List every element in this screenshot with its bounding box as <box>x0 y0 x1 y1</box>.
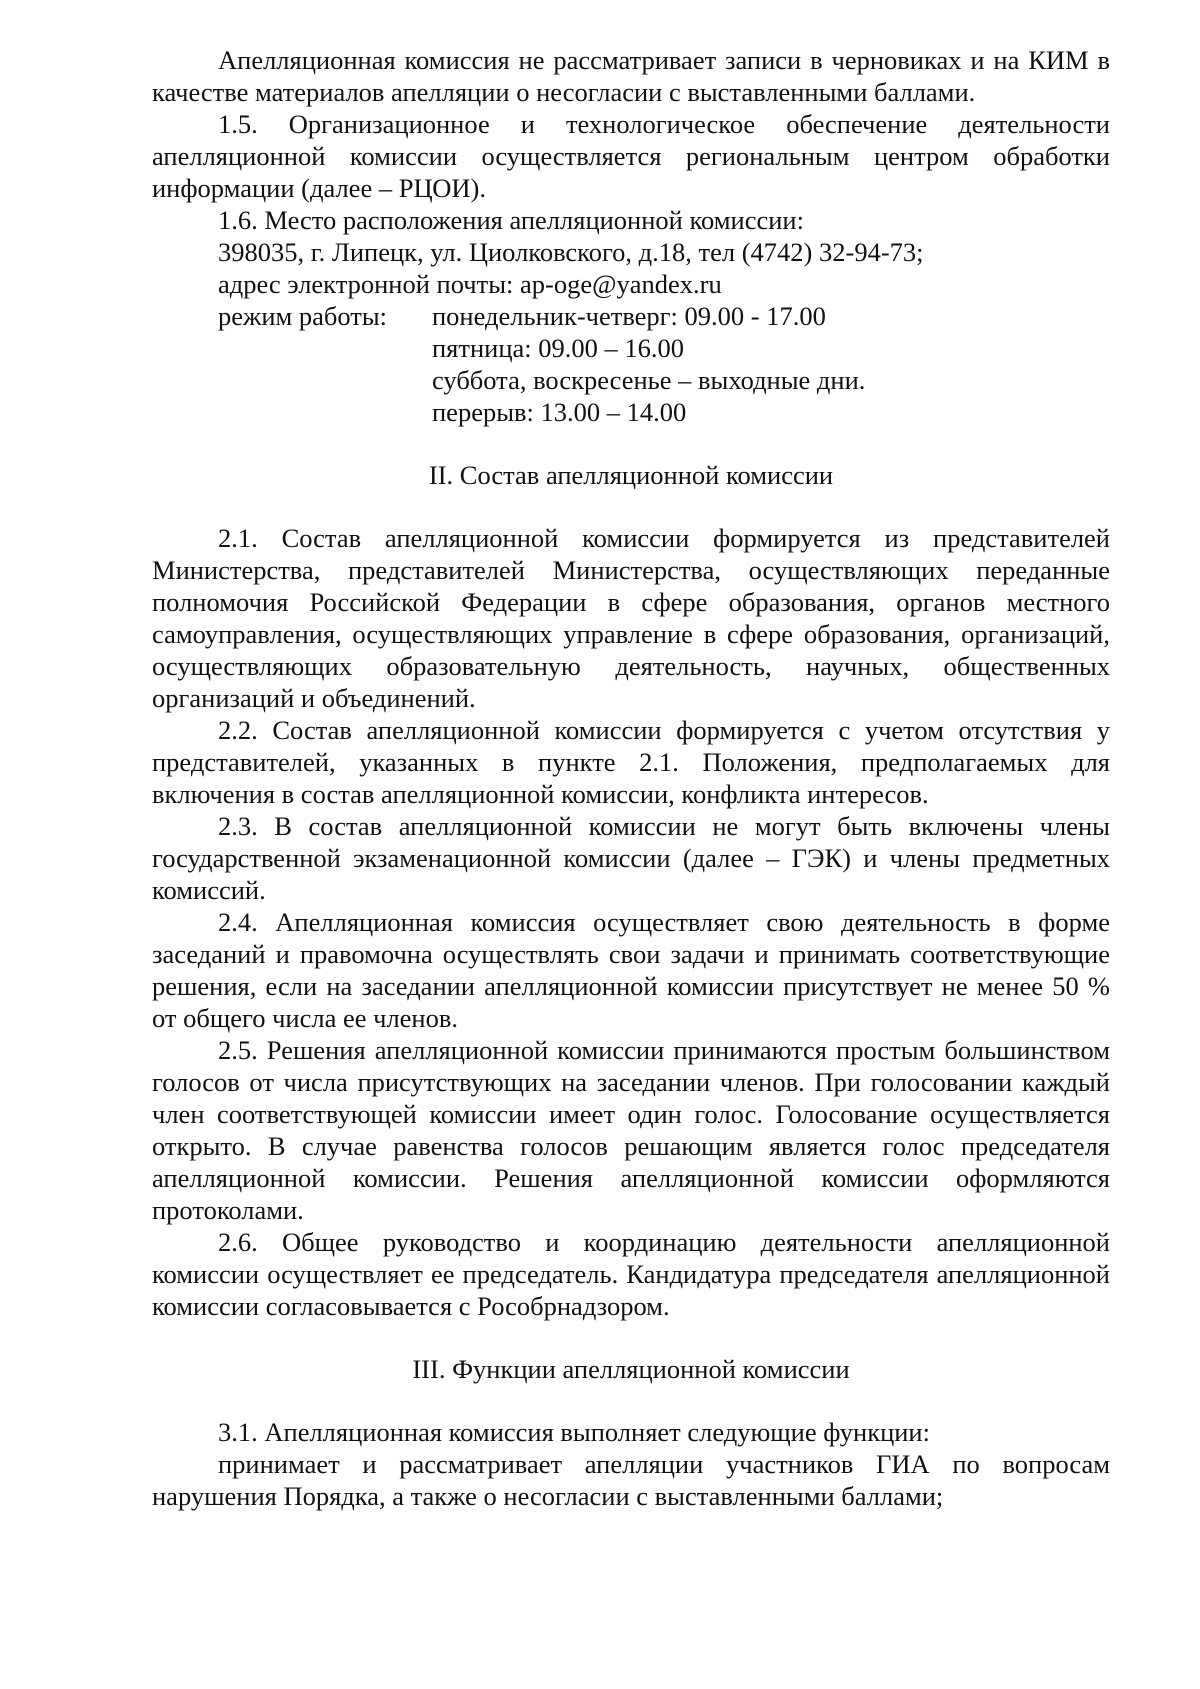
paragraph-3-1: 3.1. Апелляционная комиссия выполняет следующие функции: <box>218 1417 930 1447</box>
schedule-items <box>432 300 865 428</box>
schedule-label: режим работы: <box>218 301 388 331</box>
paragraph-1-5: 1.5. Организационное и технологическое обеспечение деятельности апелляционной комиссии осуществляется региональным центром обработки информации (далее – РЦОИ). <box>152 109 1110 203</box>
schedule-weekdays: понедельник-четверг: 09.00 - 17.00 <box>432 301 826 331</box>
paragraph-draft-records: Апелляционная комиссия не рассматривает записи в черновиках и на КИМ в качестве материалов апелляции о несогласии с выставленными баллами. <box>152 45 1110 107</box>
schedule-break: перерыв: 13.00 – 14.00 <box>432 397 687 427</box>
location-email: адрес электронной почты: ap-oge@yandex.ru <box>218 269 722 299</box>
document-page <box>152 44 1110 1512</box>
paragraph-2-3: 2.3. В состав апелляционной комиссии не могут быть включены члены государственной экзаменационной комиссии (далее – ГЭК) и члены предметных комиссий. <box>152 811 1110 905</box>
paragraph-2-5: 2.5. Решения апелляционной комиссии принимаются простым большинством голосов от числа присутствующих на заседании членов. При голосовании каждый член соответствующей комиссии имеет один голос. Голосование осуществляется открыто. В случае равенства голосов решающим является голос председателя апелляционной комиссии. Решения апелляционной комиссии оформляются протоколами. <box>152 1035 1110 1225</box>
paragraph-3-1-item-1: принимает и рассматривает апелляции участников ГИА по вопросам нарушения Порядка, а также о несогласии с выставленными баллами; <box>152 1449 1110 1511</box>
paragraph-2-6: 2.6. Общее руководство и координацию деятельности апелляционной комиссии осуществляет ее председатель. Кандидатура председателя апелляционной комиссии согласовывается с Рособрнадзором. <box>152 1227 1110 1321</box>
paragraph-2-1: 2.1. Состав апелляционной комиссии формируется из представителей Министерства, представителей Министерства, осуществляющих переданные полномочия Российской Федерации в сфере образования, органов местного самоуправления, осуществляющих управление в сфере образования, организаций, осуществляющих образовательную деятельность, научных, общественных организаций и объединений. <box>152 523 1110 713</box>
location-address: 398035, г. Липецк, ул. Циолковского, д.18, тел (4742) 32-94-73; <box>218 237 924 267</box>
section-2-heading: II. Состав апелляционной комиссии <box>428 460 834 490</box>
location-title: 1.6. Место расположения апелляционной комиссии: <box>218 205 804 235</box>
schedule-weekend: суббота, воскресенье – выходные дни. <box>432 365 866 395</box>
work-schedule <box>152 300 1110 428</box>
paragraph-2-2: 2.2. Состав апелляционной комиссии формируется с учетом отсутствия у представителей, указанных в пункте 2.1. Положения, предполагаемых для включения в состав апелляционной комиссии, конфликта интересов. <box>152 715 1110 809</box>
section-3-heading: III. Функции апелляционной комиссии <box>412 1354 850 1384</box>
schedule-friday: пятница: 09.00 – 16.00 <box>432 333 684 363</box>
paragraph-2-4: 2.4. Апелляционная комиссия осуществляет свою деятельность в форме заседаний и правомочна осуществлять свои задачи и принимать соответствующие решения, если на заседании апелляционной комиссии присутствует не менее 50 % от общего числа ее членов. <box>152 907 1110 1033</box>
